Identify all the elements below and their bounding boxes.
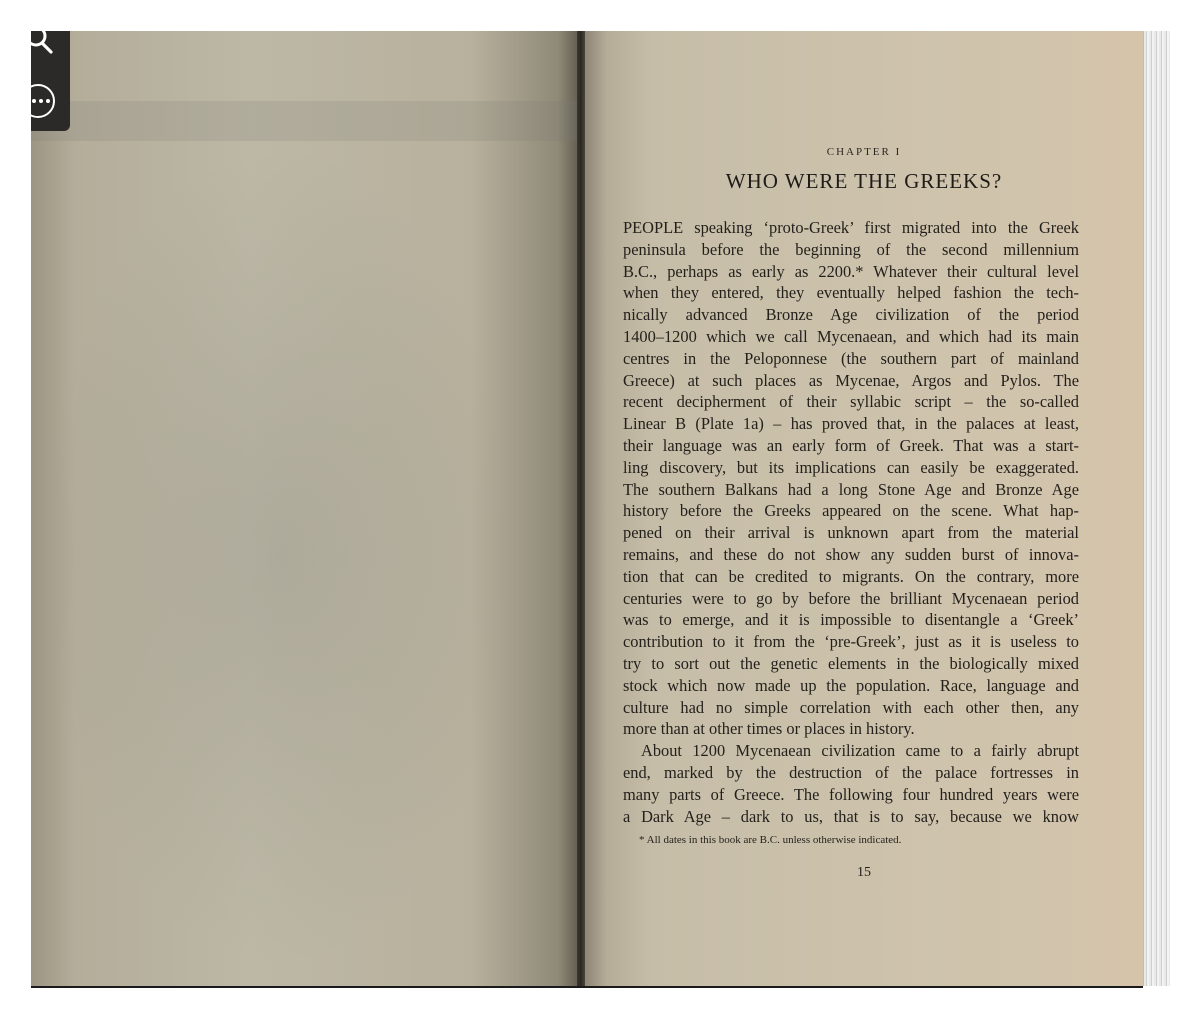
text-line: stock which now made up the population. Race, language and — [623, 675, 1079, 695]
book-spine — [577, 31, 585, 986]
left-page-bleed-through — [31, 31, 580, 986]
text-line: more than at other times or places in history. — [623, 719, 915, 739]
text-line: peninsula before the beginning of the second millennium — [623, 239, 1079, 259]
search-button[interactable] — [31, 31, 70, 71]
text-line: 1400–1200 which we call Mycenaean, and which had its main — [623, 326, 1079, 346]
text-line: remains, and these do not show any sudden burst of innova- — [623, 544, 1079, 564]
text-line: culture had no simple correlation with each other then, any — [623, 697, 1079, 717]
text-line: About 1200 Mycenaean civilization came to a fairly abrupt — [641, 741, 1079, 761]
text-line: was to emerge, and it is impossible to disentangle a ‘Greek’ — [623, 610, 1079, 630]
search-icon — [31, 31, 70, 71]
more-options-icon — [31, 81, 70, 121]
page-stack-edges — [1143, 31, 1170, 986]
footnote: * All dates in this book are B.C. unless otherwise indicated. — [639, 834, 902, 846]
text-line: tion that can be credited to migrants. On the contrary, more — [623, 566, 1079, 586]
text-line: PEOPLE speaking ‘proto-Greek’ first migrated into the Greek — [623, 218, 1079, 237]
text-line: Greece) at such places as Mycenae, Argos and Pylos. The — [623, 370, 1079, 390]
chapter-title: WHO WERE THE GREEKS? — [725, 169, 1003, 193]
viewer-toolbar — [31, 31, 70, 131]
text-line: history before the Greeks appeared on the scene. What hap- — [623, 501, 1079, 521]
text-line: recent decipherment of their syllabic script – the so-called — [623, 392, 1079, 412]
open-book — [31, 31, 1143, 988]
text-line: centuries were to go by before the brilliant Mycenaean period — [623, 588, 1079, 608]
text-line: B.C., perhaps as early as 2200.* Whatever their cultural level — [623, 261, 1079, 281]
text-line: try to sort out the genetic elements in the biologically mixed — [623, 653, 1079, 673]
text-line: many parts of Greece. The following four hundred years were — [623, 784, 1079, 804]
left-page[interactable] — [31, 31, 580, 986]
body-text — [623, 217, 1079, 827]
more-options-button[interactable] — [31, 81, 70, 121]
text-line: pened on their arrival is unknown apart from the material — [623, 523, 1079, 543]
text-line: centres in the Peloponnese (the southern part of mainland — [623, 348, 1079, 368]
right-page[interactable] — [585, 31, 1143, 986]
text-line: ling discovery, but its implications can easily be exaggerated. — [623, 457, 1079, 477]
text-line: nically advanced Bronze Age civilization of the period — [623, 305, 1079, 325]
text-line: Linear B (Plate 1a) – has proved that, in the palaces at least, — [623, 414, 1079, 434]
text-line: when they entered, they eventually helped fashion the tech- — [623, 283, 1079, 303]
text-line: a Dark Age – dark to us, that is to say, because we know — [623, 806, 1079, 826]
page-number: 15 — [857, 865, 871, 880]
book-viewer — [31, 31, 1169, 986]
text-line: The southern Balkans had a long Stone Age and Bronze Age — [623, 479, 1079, 499]
text-line: end, marked by the destruction of the palace fortresses in — [623, 762, 1079, 782]
text-line: their language was an early form of Greek. That was a start- — [623, 435, 1079, 455]
text-line: contribution to it from the ‘pre-Greek’, just as it is useless to — [623, 632, 1079, 652]
chapter-label: CHAPTER I — [826, 146, 902, 158]
